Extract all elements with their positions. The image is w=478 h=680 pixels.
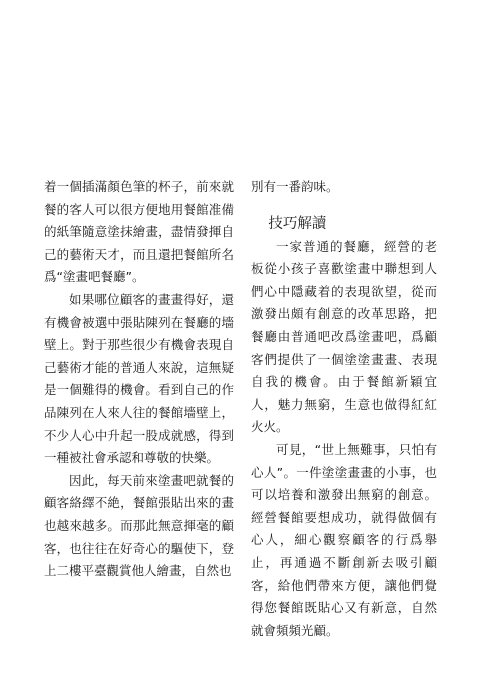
- section-heading: 技巧解讀: [268, 215, 327, 232]
- body-paragraph: 着一個插滿顏色筆的杯子，前來就餐的客人可以很方便地用餐館准備的紙筆隨意塗抹繪畫，盡情發揮自己的藝術天才，而且還把餐館所名爲“塗畫吧餐廳”。: [44, 179, 234, 285]
- body-paragraph: 一家普通的餐廳，經營的老板從小孩子喜歡塗畫中聯想到人們心中隱藏着的表現欲望，從而激發出頗有創意的改革思路，把餐廳由普通吧改爲塗畫吧，爲顧客們提供了一個塗塗畫畫、表現自我的機會。由于餐館新穎宜人，魅力無窮，生意也做得紅紅火火。: [251, 238, 437, 435]
- left-column: [44, 176, 234, 583]
- body-paragraph: 如果哪位顧客的畫畫得好，還有機會被選中張貼陳列在餐廳的墻壁上。對于那些很少有機會表現自己藝術才能的普通人來說，這無疑是一個難得的機會。看到自己的作品陳列在人來人往的餐館墻壁上，不少人心中升起一股成就感，得到一種被社會承認和尊敬的快樂。: [44, 291, 234, 466]
- body-paragraph: 因此，每天前來塗畫吧就餐的顧客絡繹不絶，餐館張貼出來的畫也越來越多。而那此無意揮毫的顧客，也往往在好奇心的驅使下，登上二樓平臺觀賞他人繪畫，自然也: [44, 472, 234, 579]
- right-column: [251, 176, 437, 642]
- continuation-text: 別有一番韵味。: [251, 179, 339, 194]
- body-paragraph: 可見，“世上無難事，只怕有心人”。一件塗塗畫畫的小事，也可以培養和激發出無窮的創意。經營餐館要想成功，就得做個有心人，細心觀察顧客的行爲舉止，再通過不斷創新去吸引顧客，給他們帶來方便，讓他們覺得您餐館既貼心又有新意，自然就會頻頻光顧。: [251, 441, 437, 638]
